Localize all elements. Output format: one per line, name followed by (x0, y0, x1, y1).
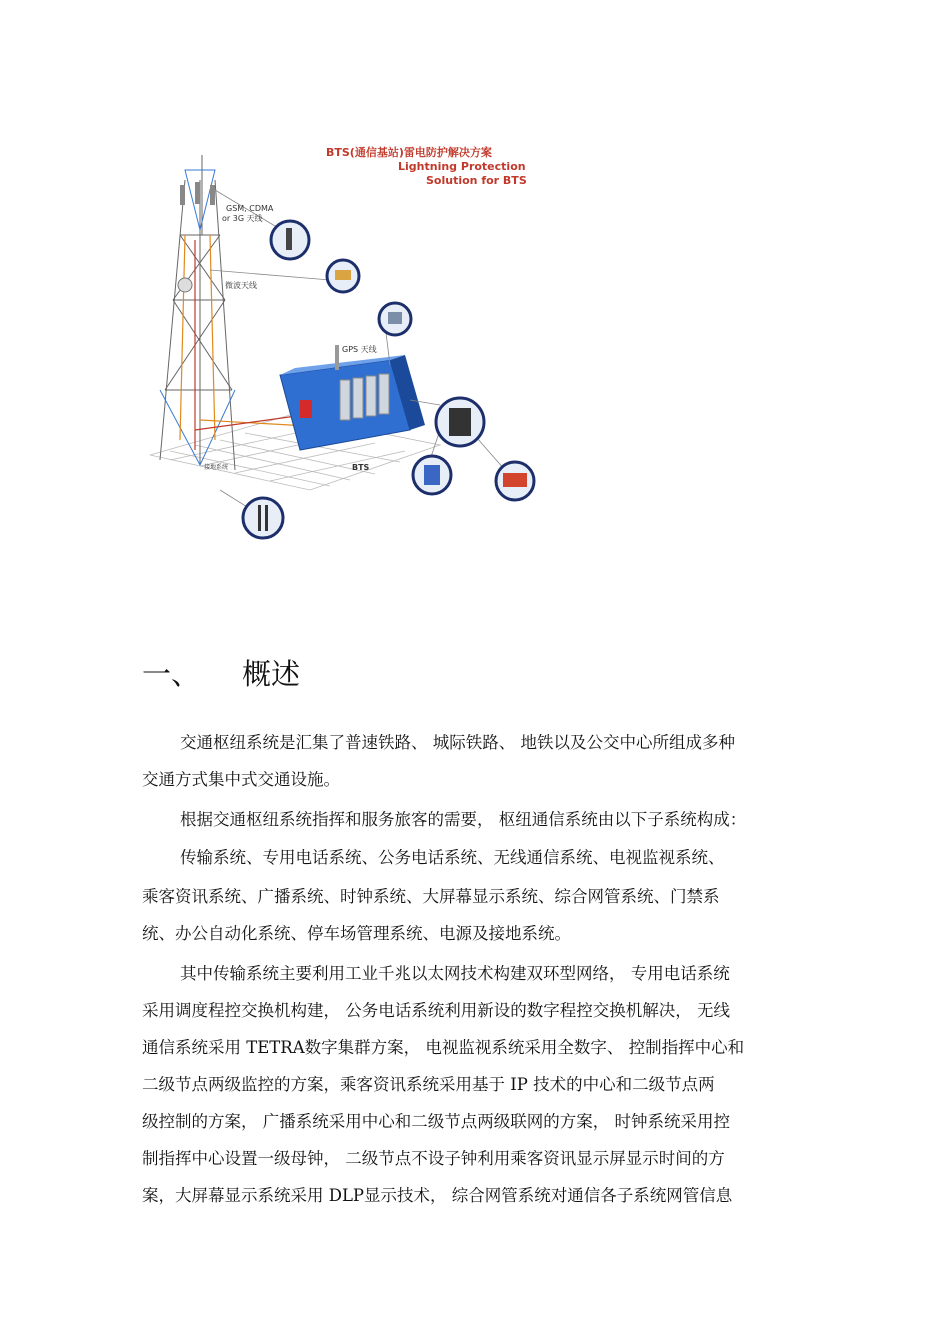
paragraph-1 (142, 724, 807, 798)
microwave-dish-icon (178, 278, 192, 292)
text-line: 二级节点两级监控的方案，乘客资讯系统采用基于 IP 技术的中心和二级节点两 (142, 1075, 715, 1094)
text-line: 传输系统、专用电话系统、公务电话系统、无线通信系统、电视监视系统、 (180, 848, 725, 867)
figure-title-en-2: Solution for BTS (426, 174, 527, 187)
paragraph-4 (142, 955, 807, 1214)
section-heading (142, 652, 300, 693)
figure-title-cn: BTS(通信基站)雷电防护解决方案 (326, 146, 492, 159)
text-line: 其中传输系统主要利用工业千兆以太网技术构建双环型网络， 专用电话系统 (180, 964, 730, 983)
label-microwave: 微波天线 (225, 281, 257, 290)
text-line: 采用调度程控交换机构建， 公务电话系统利用新设的数字程控交换机解决， 无线 (142, 1001, 730, 1020)
text-line: 级控制的方案， 广播系统采用中心和二级节点两级联网的方案， 时钟系统采用控 (142, 1112, 730, 1131)
text-line: 案，大屏幕显示系统采用 DLP显示技术， 综合网管系统对通信各子系统网管信息 (142, 1186, 733, 1205)
bts-cabinet (280, 345, 425, 450)
text-line: 制指挥中心设置一级母钟， 二级节点不设子钟利用乘客资讯显示屏显示时间的方 (142, 1149, 725, 1168)
text-line: 乘客资讯系统、广播系统、时钟系统、大屏幕显示系统、综合网管系统、门禁系 (142, 887, 720, 906)
label-antenna: GSM, CDMA (226, 204, 274, 213)
paragraph-3 (142, 839, 807, 952)
gps-antenna-icon (335, 345, 339, 370)
figure-title-en-1: Lightning Protection (398, 160, 526, 173)
text-line: 通信系统采用 TETRA数字集群方案， 电视监视系统采用全数字、 控制指挥中心和 (142, 1038, 745, 1057)
label-gps: GPS 天线 (342, 345, 377, 354)
text-line: 交通方式集中式交通设施。 (142, 770, 340, 789)
ground-rod-icon (243, 498, 283, 538)
label-antenna-3g: or 3G 天线 (222, 214, 263, 223)
section-number: 一、 (142, 657, 201, 691)
antenna-panel-icon (180, 185, 185, 205)
section-title: 概述 (242, 657, 301, 691)
text-line: 交通枢纽系统是汇集了普速铁路、 城际铁路、 地铁以及公交中心所组成多种 (180, 733, 735, 752)
label-bts: BTS (352, 463, 370, 472)
text-line: 统、办公自动化系统、停车场管理系统、电源及接地系统。 (142, 924, 571, 943)
text-line: 根据交通枢纽系统指挥和服务旅客的需要， 枢纽通信系统由以下子系统构成： (180, 810, 747, 829)
label-ground: 接地系统 (204, 464, 229, 471)
paragraph-2 (142, 801, 807, 838)
